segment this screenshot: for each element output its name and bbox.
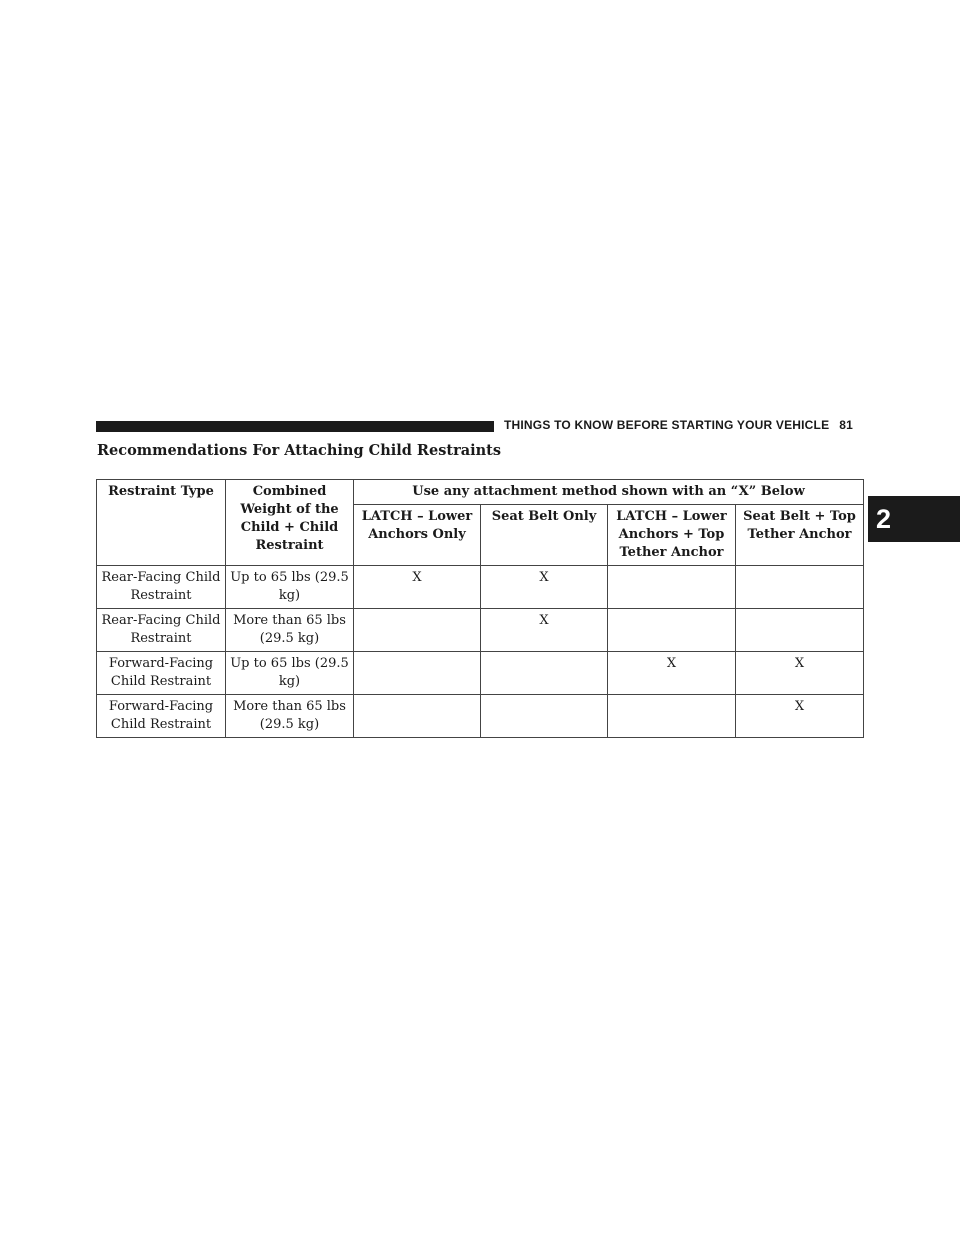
cell-mark: X (481, 566, 608, 609)
child-restraint-table (96, 479, 864, 738)
chapter-tab: 2 (868, 496, 960, 542)
header-restraint-type: Restraint Type (97, 480, 226, 566)
table-row (97, 652, 864, 695)
cell-mark: X (354, 566, 481, 609)
cell-mark (608, 695, 736, 738)
cell-weight: More than 65 lbs (29.5 kg) (226, 609, 354, 652)
running-header (504, 418, 853, 432)
header-attachment-methods: Use any attachment method shown with an “X” Below (354, 480, 864, 505)
cell-restraint-type: Forward-Facing Child Restraint (97, 652, 226, 695)
page-number: 81 (839, 418, 854, 432)
cell-mark: X (736, 695, 864, 738)
header-method-belt-tether: Seat Belt + Top Tether Anchor (736, 505, 864, 566)
cell-mark (354, 695, 481, 738)
cell-restraint-type: Rear-Facing Child Restraint (97, 566, 226, 609)
cell-mark (354, 609, 481, 652)
cell-weight: More than 65 lbs (29.5 kg) (226, 695, 354, 738)
table-row (97, 609, 864, 652)
cell-mark (608, 566, 736, 609)
table-row (97, 566, 864, 609)
cell-mark: X (481, 609, 608, 652)
header-method-latch-lower: LATCH – Lower Anchors Only (354, 505, 481, 566)
cell-restraint-type: Rear-Facing Child Restraint (97, 609, 226, 652)
header-method-latch-tether: LATCH – Lower Anchors + Top Tether Anchor (608, 505, 736, 566)
cell-mark (736, 609, 864, 652)
section-title: Recommendations For Attaching Child Restraints (97, 442, 502, 459)
cell-mark (481, 652, 608, 695)
cell-mark (481, 695, 608, 738)
cell-mark (608, 609, 736, 652)
cell-mark (354, 652, 481, 695)
cell-weight: Up to 65 lbs (29.5 kg) (226, 566, 354, 609)
cell-restraint-type: Forward-Facing Child Restraint (97, 695, 226, 738)
cell-mark: X (736, 652, 864, 695)
header-section-title: THINGS TO KNOW BEFORE STARTING YOUR VEHICLE (504, 418, 830, 432)
table-row (97, 695, 864, 738)
cell-mark: X (608, 652, 736, 695)
header-method-seat-belt: Seat Belt Only (481, 505, 608, 566)
header-rule (96, 421, 494, 432)
cell-weight: Up to 65 lbs (29.5 kg) (226, 652, 354, 695)
header-combined-weight: Combined Weight of the Child + Child Restraint (226, 480, 354, 566)
cell-mark (736, 566, 864, 609)
